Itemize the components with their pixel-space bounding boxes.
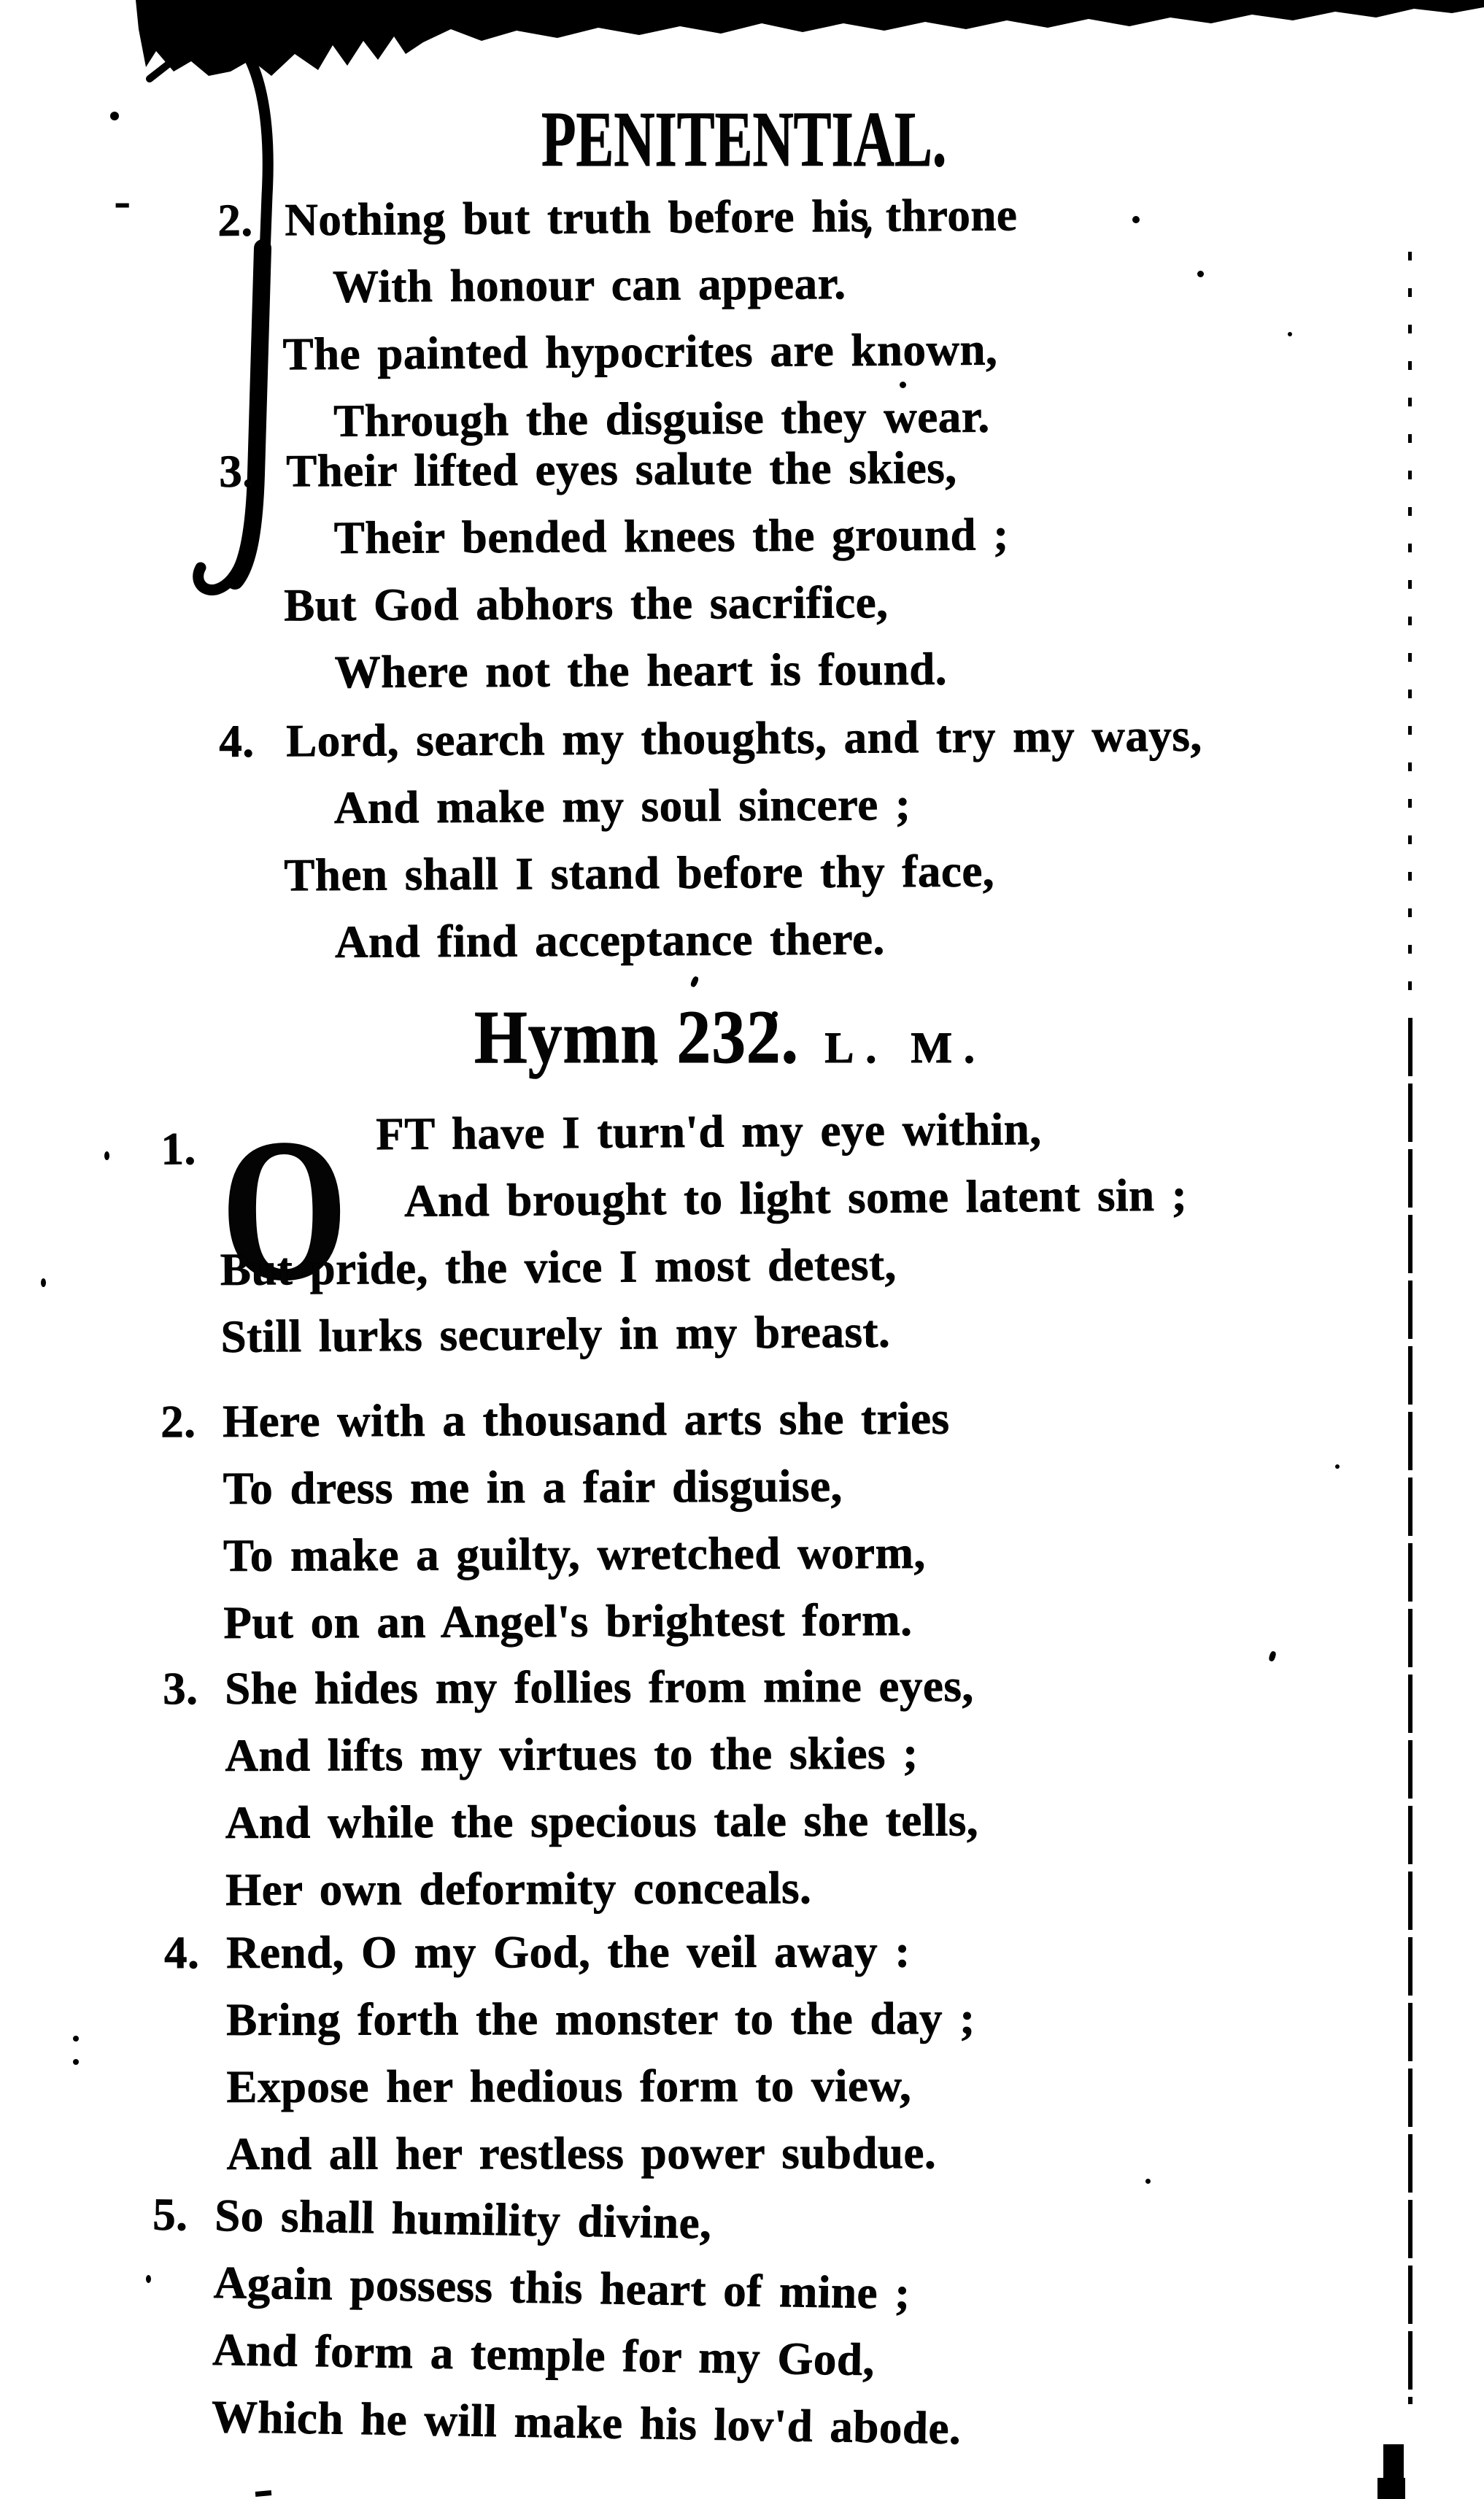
ink-speck (41, 1278, 46, 1287)
stanza (164, 1917, 975, 2187)
stanza (219, 433, 1010, 706)
verse-line: She hides my follies from mine eyes, (225, 1660, 974, 1714)
stanza-number: 3. (163, 1663, 198, 1715)
ink-speck (1288, 332, 1292, 336)
verse-line: Still lurks securely in my breast. (220, 1305, 891, 1362)
margin-dash: - (114, 173, 131, 229)
verse-line: Again possess this heart of mine ; (213, 2256, 911, 2319)
verse-line: Through the disguise they wear. (333, 390, 990, 447)
verse-line: Rend, O my God, the veil away : (226, 1926, 911, 1978)
verse-line: Put on an Angel's brightest form. (223, 1594, 913, 1648)
stanza-number: 2. (161, 1396, 196, 1448)
verse-line: And make my soul sincere ; (333, 779, 911, 834)
verse-line (219, 702, 1202, 775)
verse-line: And find acceptance there. (334, 913, 885, 968)
stanza (219, 702, 1204, 976)
verse-line (217, 181, 1018, 254)
ink-speck (1335, 1464, 1340, 1469)
stanza-number: 2. (217, 194, 253, 246)
verse-line: And brought to light some latent sin ; (403, 1169, 1188, 1227)
stanza-number: 3. (219, 445, 255, 497)
hymn-number-title: Hymn 232. (474, 995, 799, 1079)
stanza-number: 4. (164, 1927, 200, 1979)
page-header-text: PENITENTIAL. (541, 96, 947, 183)
verse-line: To make a guilty, wretched worm, (223, 1526, 926, 1581)
verse-line: And all her restless power subdue. (226, 2127, 937, 2179)
verse-line: FT have I turn'd my eye within, (376, 1103, 1042, 1160)
ink-speck (1145, 2179, 1151, 2184)
ink-speck (1132, 216, 1140, 223)
verse-line: And lifts my virtues to the skies ; (225, 1727, 919, 1781)
verse-text: Nothing but truth before his throne (285, 189, 1018, 246)
verse-line: Their bended knees the ground ; (333, 509, 1009, 564)
verse-line: So shall humility divine, (214, 2189, 712, 2249)
stanza-number: 4. (219, 715, 255, 767)
verse-line: Her own deformity conceals. (225, 1862, 812, 1915)
verse-line: With honour can appear. (332, 257, 846, 312)
hymn-heading (474, 994, 986, 1081)
ink-speck (689, 976, 699, 988)
verse-line: But God abhors the sacrifice, (284, 576, 889, 631)
verse-line: To dress me in a fair disguise, (223, 1460, 843, 1514)
page-gutter-dashed-line (1408, 252, 1412, 1018)
verse-line (219, 433, 1009, 505)
stanza-number: 5. (152, 2188, 189, 2241)
stanza (161, 1094, 1189, 1370)
verse-line: And form a temple for my God, (212, 2323, 876, 2386)
verse-line: Which he will make his lov'd abode. (211, 2390, 962, 2454)
page-gutter-line (1408, 1018, 1412, 2404)
hymn-meter-label: L. M. (824, 1024, 987, 1072)
verse-line: Here with a thousand arts she tries (223, 1392, 950, 1447)
ink-speck (1268, 1650, 1277, 1662)
ink-speck (73, 2036, 79, 2042)
verse-line: The painted hypocrites are known, (282, 323, 998, 380)
ink-speck (255, 2490, 272, 2497)
verse-line: Bring forth the monster to the day ; (226, 1993, 975, 2045)
verse-line: Where not the heart is found. (334, 643, 948, 698)
verse-line: Expose her hedious form to view, (226, 2060, 912, 2112)
verse-line: Then shall I stand before thy face, (284, 845, 995, 901)
ink-speck (104, 1151, 109, 1160)
drop-cap-letter: O (220, 1097, 349, 1323)
stanza (163, 1652, 979, 1923)
stanza (152, 2182, 965, 2462)
page-header (541, 95, 1104, 185)
verse-line: But pride, the vice I most detest, (220, 1238, 897, 1295)
stanza (217, 181, 1019, 455)
ink-speck (1197, 271, 1204, 277)
verse-text: Their lifted eyes salute the skies, (286, 441, 957, 497)
ink-blot (1377, 2478, 1405, 2499)
verse-line: And while the specious tale she tells, (225, 1794, 979, 1848)
stanza-number: 1. (161, 1123, 197, 1175)
ink-speck (73, 2059, 79, 2065)
verse-text: Lord, search my thoughts, and try my ways, (286, 709, 1202, 767)
stanza (161, 1385, 951, 1656)
ink-speck (146, 2275, 151, 2283)
